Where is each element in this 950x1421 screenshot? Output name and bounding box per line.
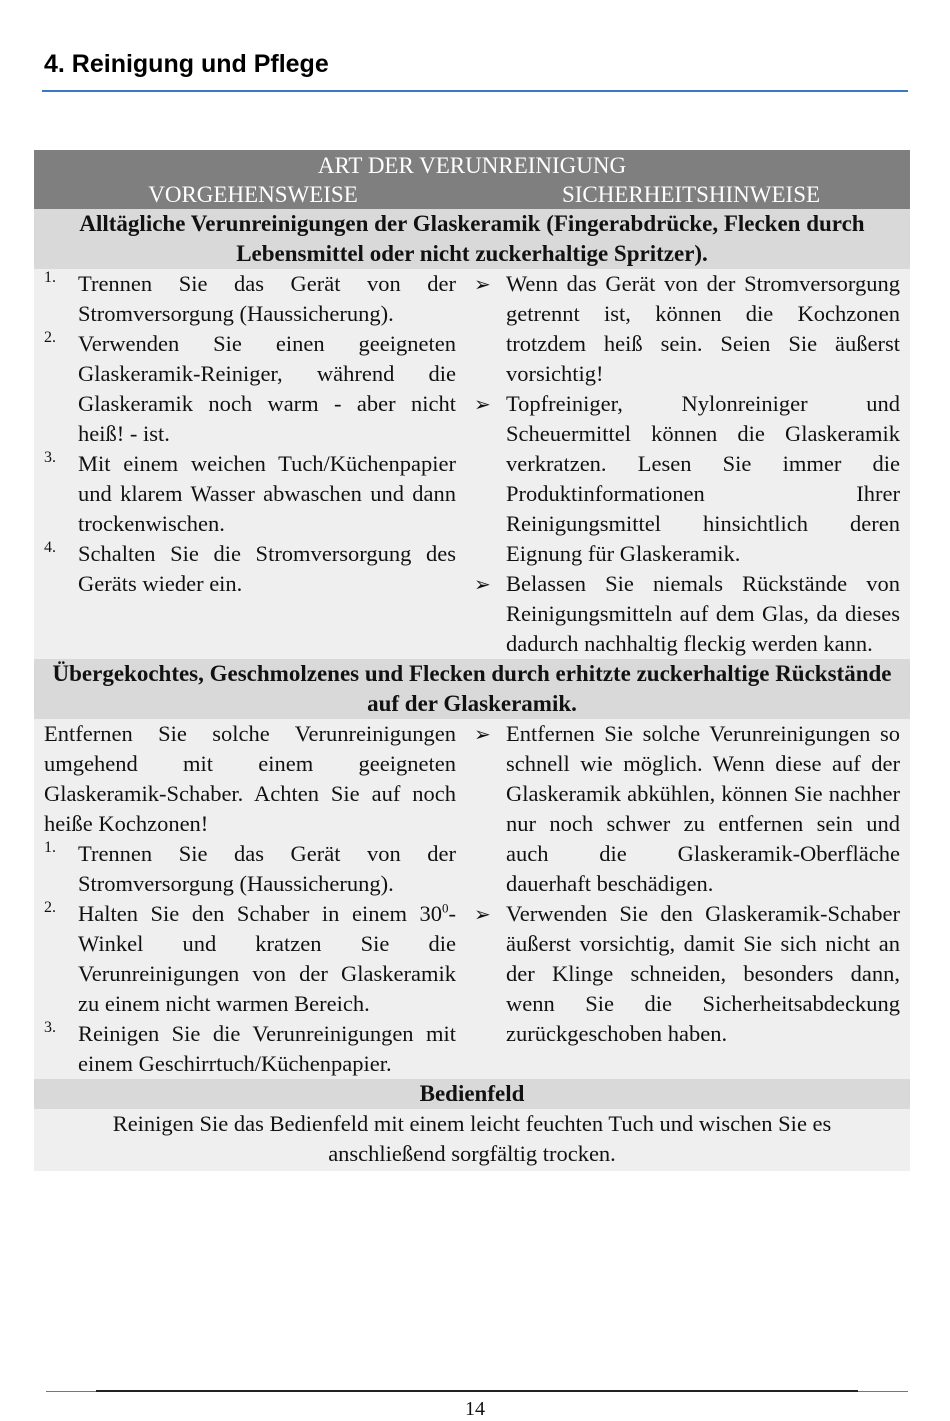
section-2-title: Übergekochtes, Geschmolzenes und Flecken durch erhitzte zuckerhaltige Rückstände auf der Glaskeramik. <box>34 659 910 719</box>
arrow-bullet-icon: ➢ <box>474 272 491 296</box>
page-number: 14 <box>465 1398 485 1420</box>
step: 2. Halten Sie den Schaber in einem $30^0$-Winkel und kratzen Sie die Verunreinigungen von der Glaskeramik zu einem nicht warmen Bereich. <box>44 899 456 1016</box>
section-2-safety <box>464 719 910 1079</box>
section-2-body <box>34 719 910 1079</box>
safety-note: ➢ Belassen Sie niemals Rückstände von Reinigungsmitteln auf dem Glas, da dieses dadurch nachhaltig fleckig werden kann. <box>470 569 900 659</box>
step: 4. Schalten Sie die Stromversorgung des Geräts wieder ein. <box>44 539 456 596</box>
cleaning-table <box>34 150 910 1171</box>
section-1-safety <box>464 269 910 659</box>
section-1-title: Alltägliche Verunreinigungen der Glaskeramik (Fingerabdrücke, Flecken durch Lebensmittel oder nicht zuckerhaltige Spritzer). <box>34 209 910 269</box>
header-safety: SICHERHEITSHINWEISE <box>561 182 821 207</box>
section-1-procedure <box>34 269 464 659</box>
safety-note: ➢ Topfreiniger, Nylonreiniger und Scheuermittel können die Glaskeramik verkratzen. Lesen Sie immer die Produktinformationen Ihrer Reinigungsmittel hinsichtlich deren Eignung für Glaskeramik. <box>470 389 900 569</box>
header-procedure: VORGEHENSWEISE <box>148 182 358 207</box>
safety-note: ➢ Wenn das Gerät von der Stromversorgung getrennt ist, können die Kochzonen trotzdem heiß sein. Seien Sie äußerst vorsichtig! <box>470 269 900 389</box>
arrow-bullet-icon: ➢ <box>474 572 491 596</box>
section-3-text: Reinigen Sie das Bedienfeld mit einem leicht feuchten Tuch und wischen Sie es anschließend sorgfältig trocken. <box>112 1111 832 1166</box>
footer-rule-dark <box>96 1390 858 1392</box>
arrow-bullet-icon: ➢ <box>474 902 491 926</box>
table-header <box>34 150 910 209</box>
section-2-procedure <box>34 719 464 1079</box>
header-line-1: ART DER VERUNREINIGUNG <box>317 153 627 178</box>
page-title: 4. Reinigung und Pflege <box>44 50 329 78</box>
step: 1. Trennen Sie das Gerät von der Stromversorgung (Haussicherung). <box>44 269 456 326</box>
arrow-bullet-icon: ➢ <box>474 722 491 746</box>
step: 3. Mit einem weichen Tuch/Küchenpapier und klarem Wasser abwaschen und dann trockenwischen. <box>44 449 456 536</box>
safety-note: ➢ Verwenden Sie den Glaskeramik-Schaber äußerst vorsichtig, damit Sie sich nicht an der Klinge schneiden, besonders dann, wenn Sie die Sicherheitsabdeckung zurückgeschoben haben. <box>470 899 900 1049</box>
section-1-body <box>34 269 910 659</box>
step: 1. Trennen Sie das Gerät von der Stromversorgung (Haussicherung). <box>44 839 456 896</box>
arrow-bullet-icon: ➢ <box>474 392 491 416</box>
step: 3. Reinigen Sie die Verunreinigungen mit einem Geschirrtuch/Küchenpapier. <box>44 1019 456 1076</box>
section-3-title: Bedienfeld <box>34 1079 910 1109</box>
safety-note: ➢ Entfernen Sie solche Verunreinigungen so schnell wie möglich. Wenn diese auf der Glaskeramik abkühlen, können Sie nachher nur noch schwer zu entfernen sein und auch die Glaskeramik-Oberfläche dauerhaft beschädigen. <box>470 719 900 899</box>
step: 2. Verwenden Sie einen geeigneten Glaskeramik-Reiniger, während die Glaskeramik noch warm - aber nicht heiß! - ist. <box>44 329 456 446</box>
section-2-intro: Entfernen Sie solche Verunreinigungen umgehend mit einem geeigneten Glaskeramik-Schaber. Achten Sie auf noch heiße Kochzonen! <box>44 721 456 836</box>
title-rule <box>42 90 908 92</box>
